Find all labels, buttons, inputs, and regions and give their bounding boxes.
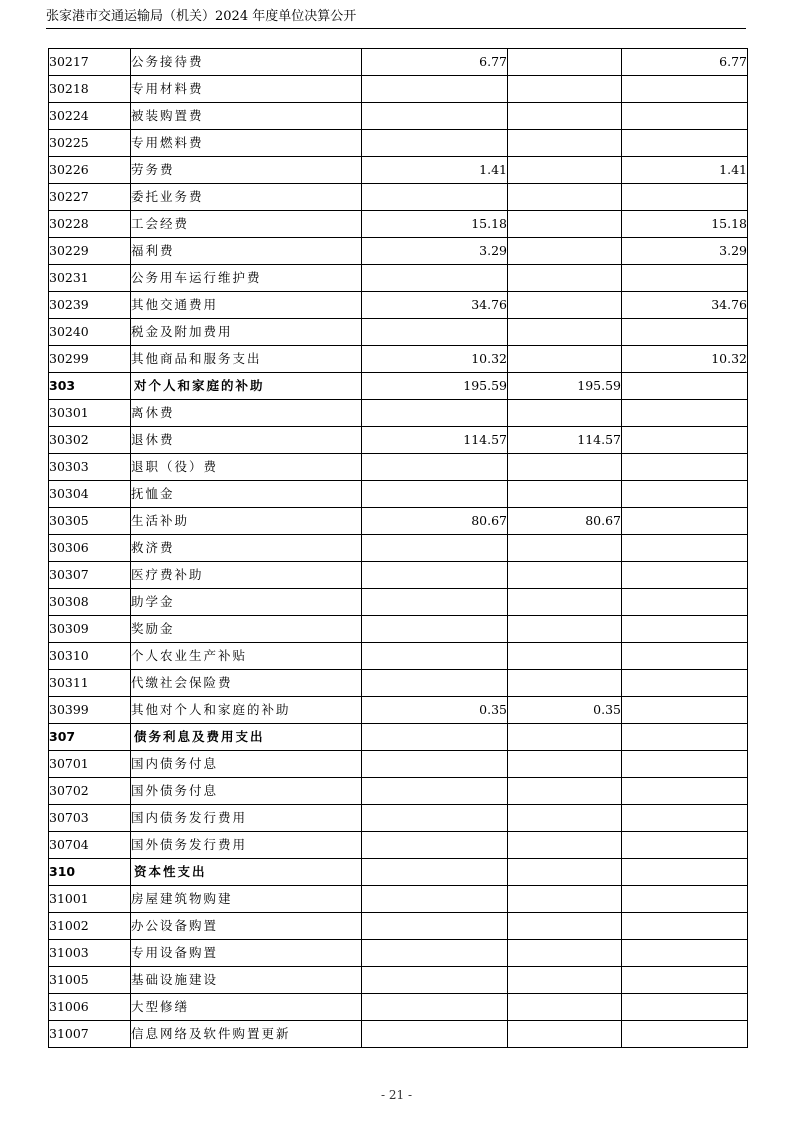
subject-code-cell: 307 xyxy=(49,724,131,751)
total-amount-cell: 10.32 xyxy=(362,346,508,373)
project-expenditure-cell: 10.32 xyxy=(622,346,748,373)
basic-expenditure-cell xyxy=(508,994,622,1021)
total-amount-cell xyxy=(362,103,508,130)
total-amount-cell xyxy=(362,589,508,616)
basic-expenditure-cell xyxy=(508,103,622,130)
subject-code-cell: 30701 xyxy=(49,751,131,778)
subject-code-cell: 30311 xyxy=(49,670,131,697)
total-amount-cell xyxy=(362,670,508,697)
table-row xyxy=(49,319,748,346)
subject-name-cell: 退职（役）费 xyxy=(131,454,362,481)
subject-name-cell: 专用燃料费 xyxy=(131,130,362,157)
total-amount-cell xyxy=(362,751,508,778)
header-divider xyxy=(46,28,746,29)
table-row xyxy=(49,670,748,697)
basic-expenditure-cell xyxy=(508,616,622,643)
project-expenditure-cell xyxy=(622,184,748,211)
total-amount-cell xyxy=(362,724,508,751)
basic-expenditure-cell xyxy=(508,967,622,994)
project-expenditure-cell xyxy=(622,643,748,670)
subject-code-cell: 30704 xyxy=(49,832,131,859)
subject-code-cell: 30229 xyxy=(49,238,131,265)
table-row xyxy=(49,805,748,832)
table-row xyxy=(49,130,748,157)
table-row xyxy=(49,778,748,805)
total-amount-cell: 114.57 xyxy=(362,427,508,454)
total-amount-cell xyxy=(362,913,508,940)
basic-expenditure-cell xyxy=(508,1021,622,1048)
total-amount-cell xyxy=(362,778,508,805)
subject-code-cell: 30308 xyxy=(49,589,131,616)
project-expenditure-cell xyxy=(622,940,748,967)
subject-code-cell: 30399 xyxy=(49,697,131,724)
subject-code-cell: 31007 xyxy=(49,1021,131,1048)
basic-expenditure-cell xyxy=(508,319,622,346)
subject-code-cell: 30302 xyxy=(49,427,131,454)
table-row xyxy=(49,589,748,616)
project-expenditure-cell xyxy=(622,805,748,832)
total-amount-cell: 80.67 xyxy=(362,508,508,535)
subject-name-cell: 办公设备购置 xyxy=(131,913,362,940)
total-amount-cell xyxy=(362,130,508,157)
subject-name-cell: 基础设施建设 xyxy=(131,967,362,994)
project-expenditure-cell xyxy=(622,670,748,697)
project-expenditure-cell xyxy=(622,751,748,778)
table-row xyxy=(49,940,748,967)
subject-code-cell: 310 xyxy=(49,859,131,886)
total-amount-cell: 34.76 xyxy=(362,292,508,319)
basic-expenditure-cell xyxy=(508,886,622,913)
basic-expenditure-cell xyxy=(508,940,622,967)
subject-code-cell: 31002 xyxy=(49,913,131,940)
basic-expenditure-cell xyxy=(508,805,622,832)
subject-name-cell: 大型修缮 xyxy=(131,994,362,1021)
project-expenditure-cell xyxy=(622,76,748,103)
project-expenditure-cell xyxy=(622,778,748,805)
project-expenditure-cell xyxy=(622,697,748,724)
subject-name-cell: 专用材料费 xyxy=(131,76,362,103)
project-expenditure-cell xyxy=(622,265,748,292)
table-row xyxy=(49,481,748,508)
project-expenditure-cell xyxy=(622,859,748,886)
table-row xyxy=(49,751,748,778)
page-number: - 21 - xyxy=(380,1088,412,1102)
total-amount-cell xyxy=(362,994,508,1021)
subject-name-cell: 房屋建筑物购建 xyxy=(131,886,362,913)
total-amount-cell xyxy=(362,184,508,211)
subject-name-cell: 个人农业生产补贴 xyxy=(131,643,362,670)
total-amount-cell xyxy=(362,940,508,967)
subject-code-cell: 30240 xyxy=(49,319,131,346)
table-row xyxy=(49,832,748,859)
table-row xyxy=(49,994,748,1021)
project-expenditure-cell: 3.29 xyxy=(622,238,748,265)
expenditure-table-body xyxy=(49,49,748,1048)
category-row xyxy=(49,724,748,751)
subject-name-cell: 国内债务付息 xyxy=(131,751,362,778)
subject-name-cell: 劳务费 xyxy=(131,157,362,184)
subject-name-cell: 其他商品和服务支出 xyxy=(131,346,362,373)
table-row xyxy=(49,238,748,265)
project-expenditure-cell xyxy=(622,886,748,913)
project-expenditure-cell xyxy=(622,481,748,508)
subject-code-cell: 30310 xyxy=(49,643,131,670)
total-amount-cell xyxy=(362,1021,508,1048)
total-amount-cell xyxy=(362,481,508,508)
basic-expenditure-cell xyxy=(508,913,622,940)
total-amount-cell xyxy=(362,76,508,103)
basic-expenditure-cell xyxy=(508,589,622,616)
basic-expenditure-cell xyxy=(508,751,622,778)
basic-expenditure-cell xyxy=(508,535,622,562)
basic-expenditure-cell: 0.35 xyxy=(508,697,622,724)
total-amount-cell xyxy=(362,265,508,292)
table-row xyxy=(49,265,748,292)
subject-code-cell: 30307 xyxy=(49,562,131,589)
project-expenditure-cell xyxy=(622,373,748,400)
project-expenditure-cell xyxy=(622,535,748,562)
table-row xyxy=(49,157,748,184)
subject-code-cell: 303 xyxy=(49,373,131,400)
project-expenditure-cell xyxy=(622,508,748,535)
table-row xyxy=(49,913,748,940)
subject-code-cell: 30239 xyxy=(49,292,131,319)
project-expenditure-cell xyxy=(622,103,748,130)
basic-expenditure-cell: 80.67 xyxy=(508,508,622,535)
table-row xyxy=(49,427,748,454)
basic-expenditure-cell xyxy=(508,292,622,319)
subject-code-cell: 31001 xyxy=(49,886,131,913)
subject-name-cell: 债务利息及费用支出 xyxy=(131,724,362,751)
basic-expenditure-cell: 114.57 xyxy=(508,427,622,454)
expenditure-table xyxy=(48,48,748,1048)
subject-name-cell: 生活补助 xyxy=(131,508,362,535)
basic-expenditure-cell xyxy=(508,859,622,886)
subject-code-cell: 30305 xyxy=(49,508,131,535)
project-expenditure-cell xyxy=(622,589,748,616)
subject-code-cell: 30299 xyxy=(49,346,131,373)
total-amount-cell xyxy=(362,400,508,427)
subject-name-cell: 医疗费补助 xyxy=(131,562,362,589)
subject-name-cell: 公务用车运行维护费 xyxy=(131,265,362,292)
table-row xyxy=(49,562,748,589)
basic-expenditure-cell xyxy=(508,157,622,184)
subject-code-cell: 30301 xyxy=(49,400,131,427)
basic-expenditure-cell xyxy=(508,400,622,427)
subject-code-cell: 30703 xyxy=(49,805,131,832)
subject-name-cell: 奖励金 xyxy=(131,616,362,643)
basic-expenditure-cell xyxy=(508,670,622,697)
table-row xyxy=(49,535,748,562)
subject-name-cell: 国外债务付息 xyxy=(131,778,362,805)
total-amount-cell xyxy=(362,454,508,481)
subject-name-cell: 离休费 xyxy=(131,400,362,427)
total-amount-cell: 6.77 xyxy=(362,49,508,76)
total-amount-cell: 0.35 xyxy=(362,697,508,724)
basic-expenditure-cell xyxy=(508,238,622,265)
project-expenditure-cell xyxy=(622,130,748,157)
subject-name-cell: 税金及附加费用 xyxy=(131,319,362,346)
table-row xyxy=(49,103,748,130)
subject-code-cell: 30228 xyxy=(49,211,131,238)
subject-code-cell: 30217 xyxy=(49,49,131,76)
project-expenditure-cell xyxy=(622,616,748,643)
basic-expenditure-cell xyxy=(508,184,622,211)
total-amount-cell: 1.41 xyxy=(362,157,508,184)
table-row xyxy=(49,211,748,238)
table-row xyxy=(49,697,748,724)
subject-code-cell: 30226 xyxy=(49,157,131,184)
subject-code-cell: 30306 xyxy=(49,535,131,562)
subject-name-cell: 国内债务发行费用 xyxy=(131,805,362,832)
project-expenditure-cell xyxy=(622,967,748,994)
subject-name-cell: 其他交通费用 xyxy=(131,292,362,319)
basic-expenditure-cell: 195.59 xyxy=(508,373,622,400)
subject-name-cell: 公务接待费 xyxy=(131,49,362,76)
project-expenditure-cell xyxy=(622,832,748,859)
total-amount-cell xyxy=(362,886,508,913)
subject-name-cell: 国外债务发行费用 xyxy=(131,832,362,859)
document-header-title: 张家港市交通运输局（机关）2024 年度单位决算公开 xyxy=(46,9,357,24)
project-expenditure-cell xyxy=(622,427,748,454)
project-expenditure-cell: 1.41 xyxy=(622,157,748,184)
subject-name-cell: 其他对个人和家庭的补助 xyxy=(131,697,362,724)
subject-name-cell: 退休费 xyxy=(131,427,362,454)
basic-expenditure-cell xyxy=(508,481,622,508)
table-row xyxy=(49,886,748,913)
subject-name-cell: 助学金 xyxy=(131,589,362,616)
table-row xyxy=(49,184,748,211)
total-amount-cell xyxy=(362,562,508,589)
basic-expenditure-cell xyxy=(508,454,622,481)
total-amount-cell xyxy=(362,319,508,346)
subject-code-cell: 30218 xyxy=(49,76,131,103)
total-amount-cell xyxy=(362,643,508,670)
basic-expenditure-cell xyxy=(508,76,622,103)
project-expenditure-cell xyxy=(622,400,748,427)
subject-code-cell: 30309 xyxy=(49,616,131,643)
project-expenditure-cell xyxy=(622,724,748,751)
subject-name-cell: 抚恤金 xyxy=(131,481,362,508)
basic-expenditure-cell xyxy=(508,265,622,292)
total-amount-cell: 15.18 xyxy=(362,211,508,238)
basic-expenditure-cell xyxy=(508,724,622,751)
subject-name-cell: 信息网络及软件购置更新 xyxy=(131,1021,362,1048)
subject-name-cell: 工会经费 xyxy=(131,211,362,238)
subject-code-cell: 30224 xyxy=(49,103,131,130)
total-amount-cell: 3.29 xyxy=(362,238,508,265)
category-row xyxy=(49,373,748,400)
basic-expenditure-cell xyxy=(508,211,622,238)
project-expenditure-cell: 34.76 xyxy=(622,292,748,319)
basic-expenditure-cell xyxy=(508,832,622,859)
table-row xyxy=(49,400,748,427)
subject-code-cell: 30303 xyxy=(49,454,131,481)
basic-expenditure-cell xyxy=(508,49,622,76)
basic-expenditure-cell xyxy=(508,346,622,373)
total-amount-cell xyxy=(362,832,508,859)
subject-code-cell: 30231 xyxy=(49,265,131,292)
project-expenditure-cell: 6.77 xyxy=(622,49,748,76)
project-expenditure-cell xyxy=(622,454,748,481)
category-row xyxy=(49,859,748,886)
project-expenditure-cell xyxy=(622,913,748,940)
basic-expenditure-cell xyxy=(508,130,622,157)
subject-code-cell: 30225 xyxy=(49,130,131,157)
subject-name-cell: 救济费 xyxy=(131,535,362,562)
table-row xyxy=(49,49,748,76)
project-expenditure-cell xyxy=(622,562,748,589)
total-amount-cell xyxy=(362,616,508,643)
table-row xyxy=(49,508,748,535)
table-row xyxy=(49,643,748,670)
project-expenditure-cell xyxy=(622,319,748,346)
subject-code-cell: 31006 xyxy=(49,994,131,1021)
table-row xyxy=(49,967,748,994)
project-expenditure-cell xyxy=(622,1021,748,1048)
project-expenditure-cell: 15.18 xyxy=(622,211,748,238)
subject-name-cell: 代缴社会保险费 xyxy=(131,670,362,697)
subject-name-cell: 专用设备购置 xyxy=(131,940,362,967)
subject-name-cell: 福利费 xyxy=(131,238,362,265)
basic-expenditure-cell xyxy=(508,643,622,670)
table-row xyxy=(49,76,748,103)
total-amount-cell xyxy=(362,859,508,886)
subject-code-cell: 30227 xyxy=(49,184,131,211)
total-amount-cell xyxy=(362,967,508,994)
total-amount-cell xyxy=(362,535,508,562)
subject-code-cell: 30702 xyxy=(49,778,131,805)
subject-name-cell: 被装购置费 xyxy=(131,103,362,130)
table-row xyxy=(49,292,748,319)
subject-code-cell: 31003 xyxy=(49,940,131,967)
table-row xyxy=(49,1021,748,1048)
subject-name-cell: 资本性支出 xyxy=(131,859,362,886)
subject-name-cell: 委托业务费 xyxy=(131,184,362,211)
basic-expenditure-cell xyxy=(508,562,622,589)
subject-code-cell: 31005 xyxy=(49,967,131,994)
total-amount-cell: 195.59 xyxy=(362,373,508,400)
basic-expenditure-cell xyxy=(508,778,622,805)
project-expenditure-cell xyxy=(622,994,748,1021)
table-row xyxy=(49,346,748,373)
subject-name-cell: 对个人和家庭的补助 xyxy=(131,373,362,400)
table-row xyxy=(49,454,748,481)
subject-code-cell: 30304 xyxy=(49,481,131,508)
table-row xyxy=(49,616,748,643)
total-amount-cell xyxy=(362,805,508,832)
